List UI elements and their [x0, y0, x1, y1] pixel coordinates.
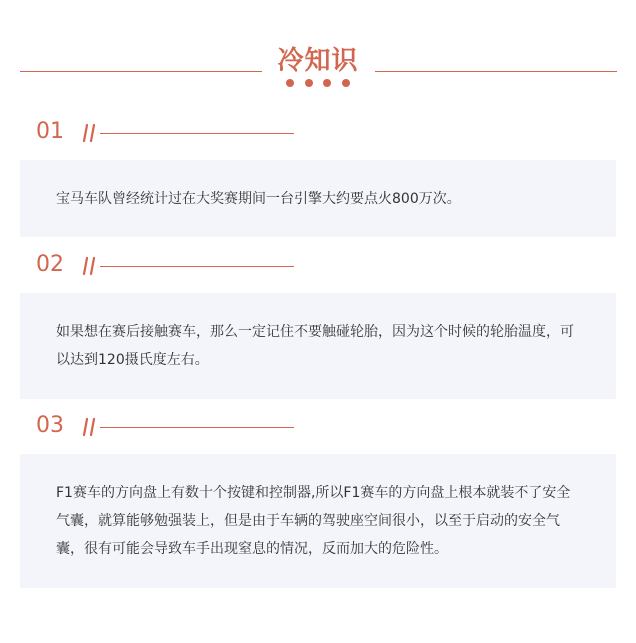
- section-text: 宝马车队曾经统计过在大奖赛期间一台引擎大约要点火800万次。: [56, 190, 461, 207]
- page-title: 冷知识: [277, 46, 359, 76]
- double-slash-icon: [82, 256, 100, 276]
- header-line-left: [20, 71, 262, 72]
- section-divider: [100, 427, 294, 428]
- header-line-right: [375, 71, 617, 72]
- section-text: 如果想在赛后接触赛车，那么一定记住不要触碰轮胎，因为这个时候的轮胎温度，可以达到120摄氏度左右。: [56, 324, 574, 368]
- section-text: F1赛车的方向盘上有数十个按键和控制器,所以F1赛车的方向盘上根本就装不了安全气囊，就算能够勉强装上，但是由于车辆的驾驶座空间很小，以至于启动的安全气囊，很有可能会导致车手出现窒息的情况，反而加大的危险性。: [56, 485, 571, 557]
- section-number: 03: [36, 413, 64, 438]
- section-number: 01: [36, 119, 64, 144]
- section-card-01: [20, 160, 616, 237]
- section-divider: [100, 133, 294, 134]
- double-slash-icon: [82, 417, 100, 437]
- dot-icon: [323, 79, 331, 87]
- header-dots: [286, 79, 350, 87]
- section-divider: [100, 266, 294, 267]
- section-number: 02: [36, 252, 64, 277]
- dot-icon: [342, 79, 350, 87]
- dot-icon: [305, 79, 313, 87]
- section-card-02: [20, 293, 616, 399]
- double-slash-icon: [82, 123, 100, 143]
- section-card-03: [20, 454, 616, 588]
- dot-icon: [286, 79, 294, 87]
